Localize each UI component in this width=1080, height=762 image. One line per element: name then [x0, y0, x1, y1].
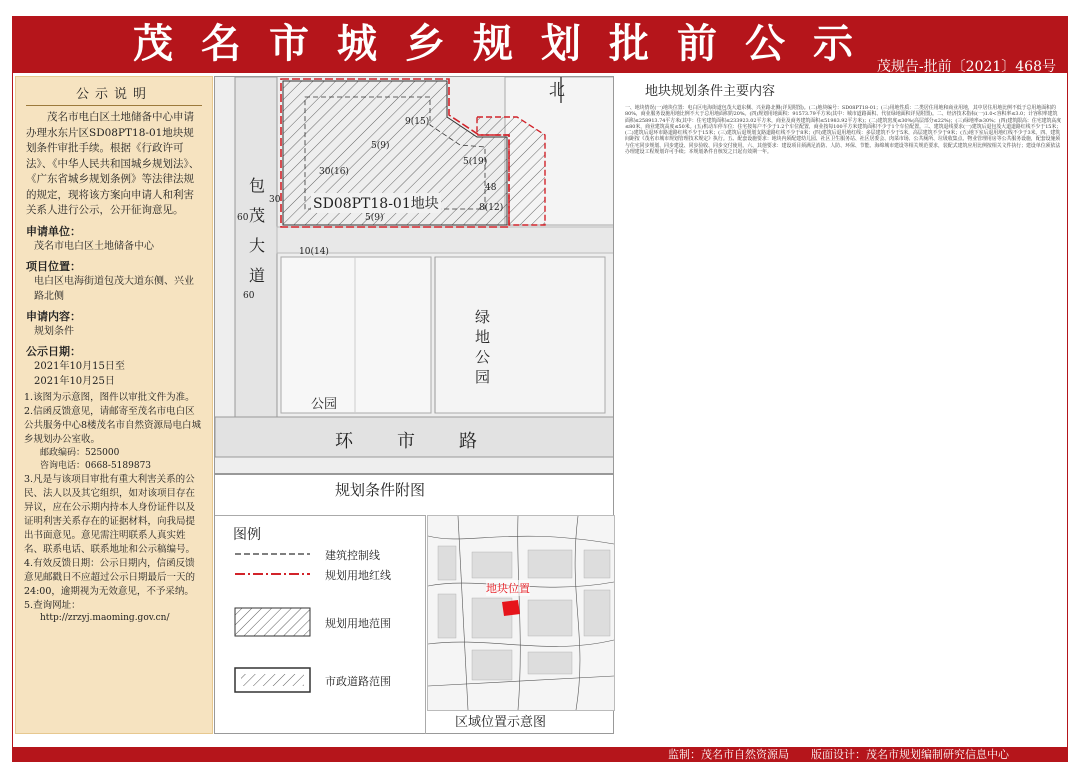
date-label: 公示日期： [26, 344, 81, 358]
road-label-left: 包茂大道 [249, 176, 266, 285]
note-item: 3.凡是与该项目审批有重大利害关系的公民、法人以及其它组织，如对该项目存在异议，应在公示期内持本人身份证件以及证明利害关系存在的证据材料，向我局提出书面意见。意见需注明联系人真实姓名、联系电话、联系地址和公示稿编号。 [24, 473, 196, 555]
notice-description-panel [15, 76, 213, 734]
note-item: 2.信函反馈意见，请邮寄至茂名市电白区公共服务中心8楼茂名市自然资源局电白城乡规划办公室收。 [24, 405, 202, 445]
footer-credits: 监制：茂名市自然资源局 版面设计：茂名市规划编制研究信息中心 [668, 748, 1009, 761]
parcel-label: SD08PT18-01地块 [311, 193, 441, 213]
site-plan-map [214, 76, 614, 474]
intro-paragraph: 茂名市电白区土地储备中心申请办理水东片区SD08PT18-01地块规划条件审批手续。根据《行政许可法》、《中华人民共和国城乡规划法》、《广东省城乡规划条例》等法律法规的规定，现将该方案向申请人和利害关系人进行公示，公开征询意见。 [26, 111, 200, 216]
dimension-label: 5(19) [463, 157, 488, 167]
legend-item-road-area: 市政道路范围 [325, 675, 391, 688]
query-url-link[interactable]: http://zrzyj.maoming.gov.cn/ [40, 612, 170, 623]
park-label-2: 公园 [311, 397, 338, 412]
location-inset-map [427, 515, 615, 711]
conditions-title: 地块规划条件主要内容 [645, 84, 776, 99]
legend-item-red-line: 规划用地红线 [325, 569, 391, 582]
legend-symbols [215, 516, 425, 734]
dimension-label: 10(14) [299, 247, 329, 257]
note-item: 4.有效反馈日期：公示日期内，信函反馈意见邮戳日不应超过公示日期最后一天的24:00，逾期视为无效意见，不予采纳。 [24, 557, 196, 597]
dimension-label: 30 [269, 195, 281, 205]
legend-item-site-area: 规划用地范围 [325, 617, 391, 630]
site-plan-drawing [215, 77, 614, 474]
note-item: 5.查询网址： [24, 599, 81, 611]
dimension-label: 9(15) [405, 117, 430, 127]
panel-heading: 公示说明 [26, 83, 202, 106]
inset-title: 区域位置示意图 [455, 715, 547, 730]
content-value: 规划条件 [34, 325, 74, 337]
phone: 咨询电话：0668-5189873 [40, 460, 152, 471]
site-value: 电白区电海街道包茂大道东侧、兴业路北侧 [34, 275, 194, 302]
park-label: 绿地公园 [475, 308, 491, 386]
applicant-value: 茂名市电白区土地储备中心 [34, 240, 154, 252]
attachment-panel [214, 474, 614, 734]
conditions-body: 一、地块情况(一)地块位置：电白区电海街道包茂大道东侧、兴业路北侧(详见附图)。(二)地块编号：SD08PT18-01；(三)用地性质：二类居住用地和商业用地，其中居住用地比例不低于总用地面积的80%，商业服务设施用地比例不大于总用地面积的20%。(四)规划用地面积：91573.79平方米(其中：城市道路面积、代征绿地面积详见附图)。二、经济技术指标(一)1.0<容积率≤3.0；计容积率建筑面积≤258913.74平方米(其中：住宅建筑面积≤233923.02平方米，商业及商务建筑面积≤51983.92平方米)；(二)建筑密度≤30%(高层部分≤22%)；(三)绿地率≥30%；(四)建筑限高：住宅建筑高度≤80米，商业建筑高度≤50米。(五)机动车停车位：住宅按每户不少于1.2个车位配置，商业按每100平方米建筑面积不少于1个车位配置。三、建筑退线要求(一)建筑后退包茂大道道路红线不少于15米；(二)建筑后退环市路道路红线不少于15米；(三)建筑后退规划支路道路红线不少于8米；(四)建筑后退用地红线：多层建筑不少于5米，高层建筑不少于9米；(五)地下室后退用地红线不少于3米。四、建筑间距按《茂名市城市规划管理技术规定》执行。五、配套设施要求：地块内须配建幼儿园、社区卫生服务站、社区居委会、肉菜市场、公共厕所、垃圾收集点、物业管理用房等公共服务设施，配套设施须与住宅同步规划、同步建设、同步验收、同步交付使用。六、其他要求：建设项目须满足消防、人防、环保、节能、海绵城市建设等相关规范要求，装配式建筑应用比例按相关文件执行；建设单位须依法办理建设工程规划许可手续；本规划条件自核发之日起有效期一年。 [625, 105, 1062, 156]
date-from: 2021年10月15日至 [34, 360, 125, 372]
title-banner [12, 16, 1068, 75]
applicant-label: 申请单位： [26, 224, 81, 238]
inset-location-label: 地块位置 [486, 582, 530, 595]
attachment-title: 规划条件附图 [335, 481, 426, 499]
dimension-label: 30(16) [319, 167, 349, 177]
dimension-label: 5(9) [371, 141, 390, 151]
notes-list [24, 391, 204, 623]
document-number: 茂规告-批前〔2021〕468号 [876, 59, 1056, 75]
dimension-label: 48 [485, 183, 497, 193]
legend-title: 图例 [233, 527, 261, 543]
content-label: 申请内容： [26, 309, 81, 323]
date-to: 2021年10月25日 [34, 375, 115, 387]
dimension-label: 5(9) [365, 213, 384, 223]
dimension-label: 60 [237, 213, 249, 223]
road-label-bottom: 环市路 [335, 431, 521, 452]
dimension-label: 8(12) [479, 203, 504, 213]
legend [215, 515, 426, 734]
page-title: 茂名市城乡规划批前公示 [133, 20, 881, 67]
footer-bar [12, 748, 1068, 762]
planning-conditions-text [617, 76, 1066, 734]
inset-drawing [428, 516, 614, 710]
note-item: 1.该图为示意图，图件以审批文件为准。 [24, 391, 195, 403]
postcode: 邮政编码：525000 [40, 447, 120, 458]
site-label: 项目位置： [26, 259, 81, 273]
north-label: 北 [549, 80, 566, 99]
legend-item-building-line: 建筑控制线 [325, 549, 380, 562]
dimension-label: 60 [243, 291, 255, 301]
